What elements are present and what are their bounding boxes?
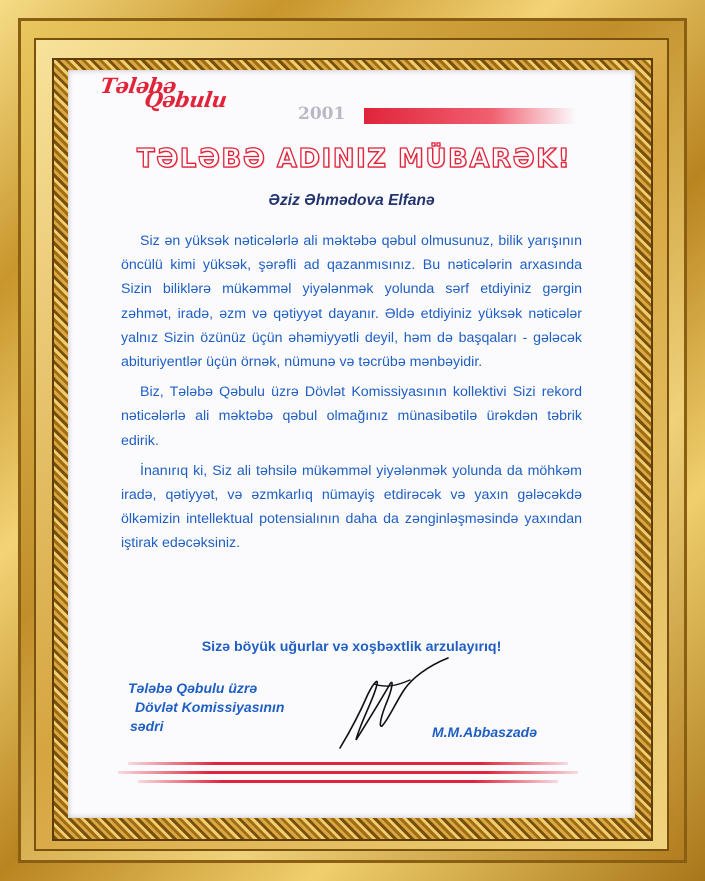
decorative-red-lines — [118, 760, 578, 788]
closing-wish: Sizə böyük uğurlar və xoşbəxtlik arzulayırıq! — [201, 639, 502, 655]
paragraph: İnanırıq ki, Siz ali təhsilə mükəmməl yiyələnmək yolunda da möhkəm iradə, qətiyyət, və əzmkarlıq nümayiş etdirəcək və yaxın gələcəkdə ölkəmizin intellektual potensialının daha da zənginləşməsində yaxından iştirak edəcəksiniz. — [121, 462, 582, 552]
letter-body — [121, 229, 582, 562]
headline: TƏLƏBƏ ADINIZ MÜBARƏK! — [136, 144, 572, 174]
logo-line2: Qəbulu — [142, 87, 229, 112]
signatory-name: M.M.Abbaszadə — [432, 724, 538, 740]
signatory-org-line1: Tələbə Qəbulu üzrə — [128, 680, 258, 696]
signatory-title — [128, 679, 284, 736]
addressee: Əziz Əhmədova Elfanə — [268, 192, 435, 209]
logo — [98, 73, 346, 126]
signatory-org-line2: Dövlət Komissiyasının — [135, 699, 285, 715]
signatory-org-line3: sədri — [130, 718, 164, 734]
handwritten-signature — [330, 654, 452, 756]
logo-red-bar — [364, 108, 576, 124]
logo-line1: Tələbə — [98, 73, 178, 98]
certificate-paper — [68, 70, 635, 818]
logo-year: 2001 — [298, 104, 346, 124]
paragraph: Siz ən yüksək nəticələrlə ali məktəbə qəbul olmusunuz, bilik yarışının öncülü kimi yüksək, şərəfli ad qazanmısınız. Bu nəticələrin arxasında Sizin biliklərə mükəmməl yiyələnmək yolunda sərf etdiyiniz gərgin zəhmət, iradə, əzm və qətiyyət dayanır. Əldə etdiyiniz yüksək nəticələr yalnız Sizin özünüz üçün əhəmiyyətli deyil, həm də başqaları - gələcək abituriyentlər üçün örnək, nümunə və təcrübə mənbəyidir. — [121, 233, 582, 371]
paragraph: Biz, Tələbə Qəbulu üzrə Dövlət Komissiyasının kollektivi Sizi rekord nəticələrlə ali məktəbə qəbul olmağınız münasibətilə ürəkdən təbrik edirik. — [121, 384, 582, 449]
